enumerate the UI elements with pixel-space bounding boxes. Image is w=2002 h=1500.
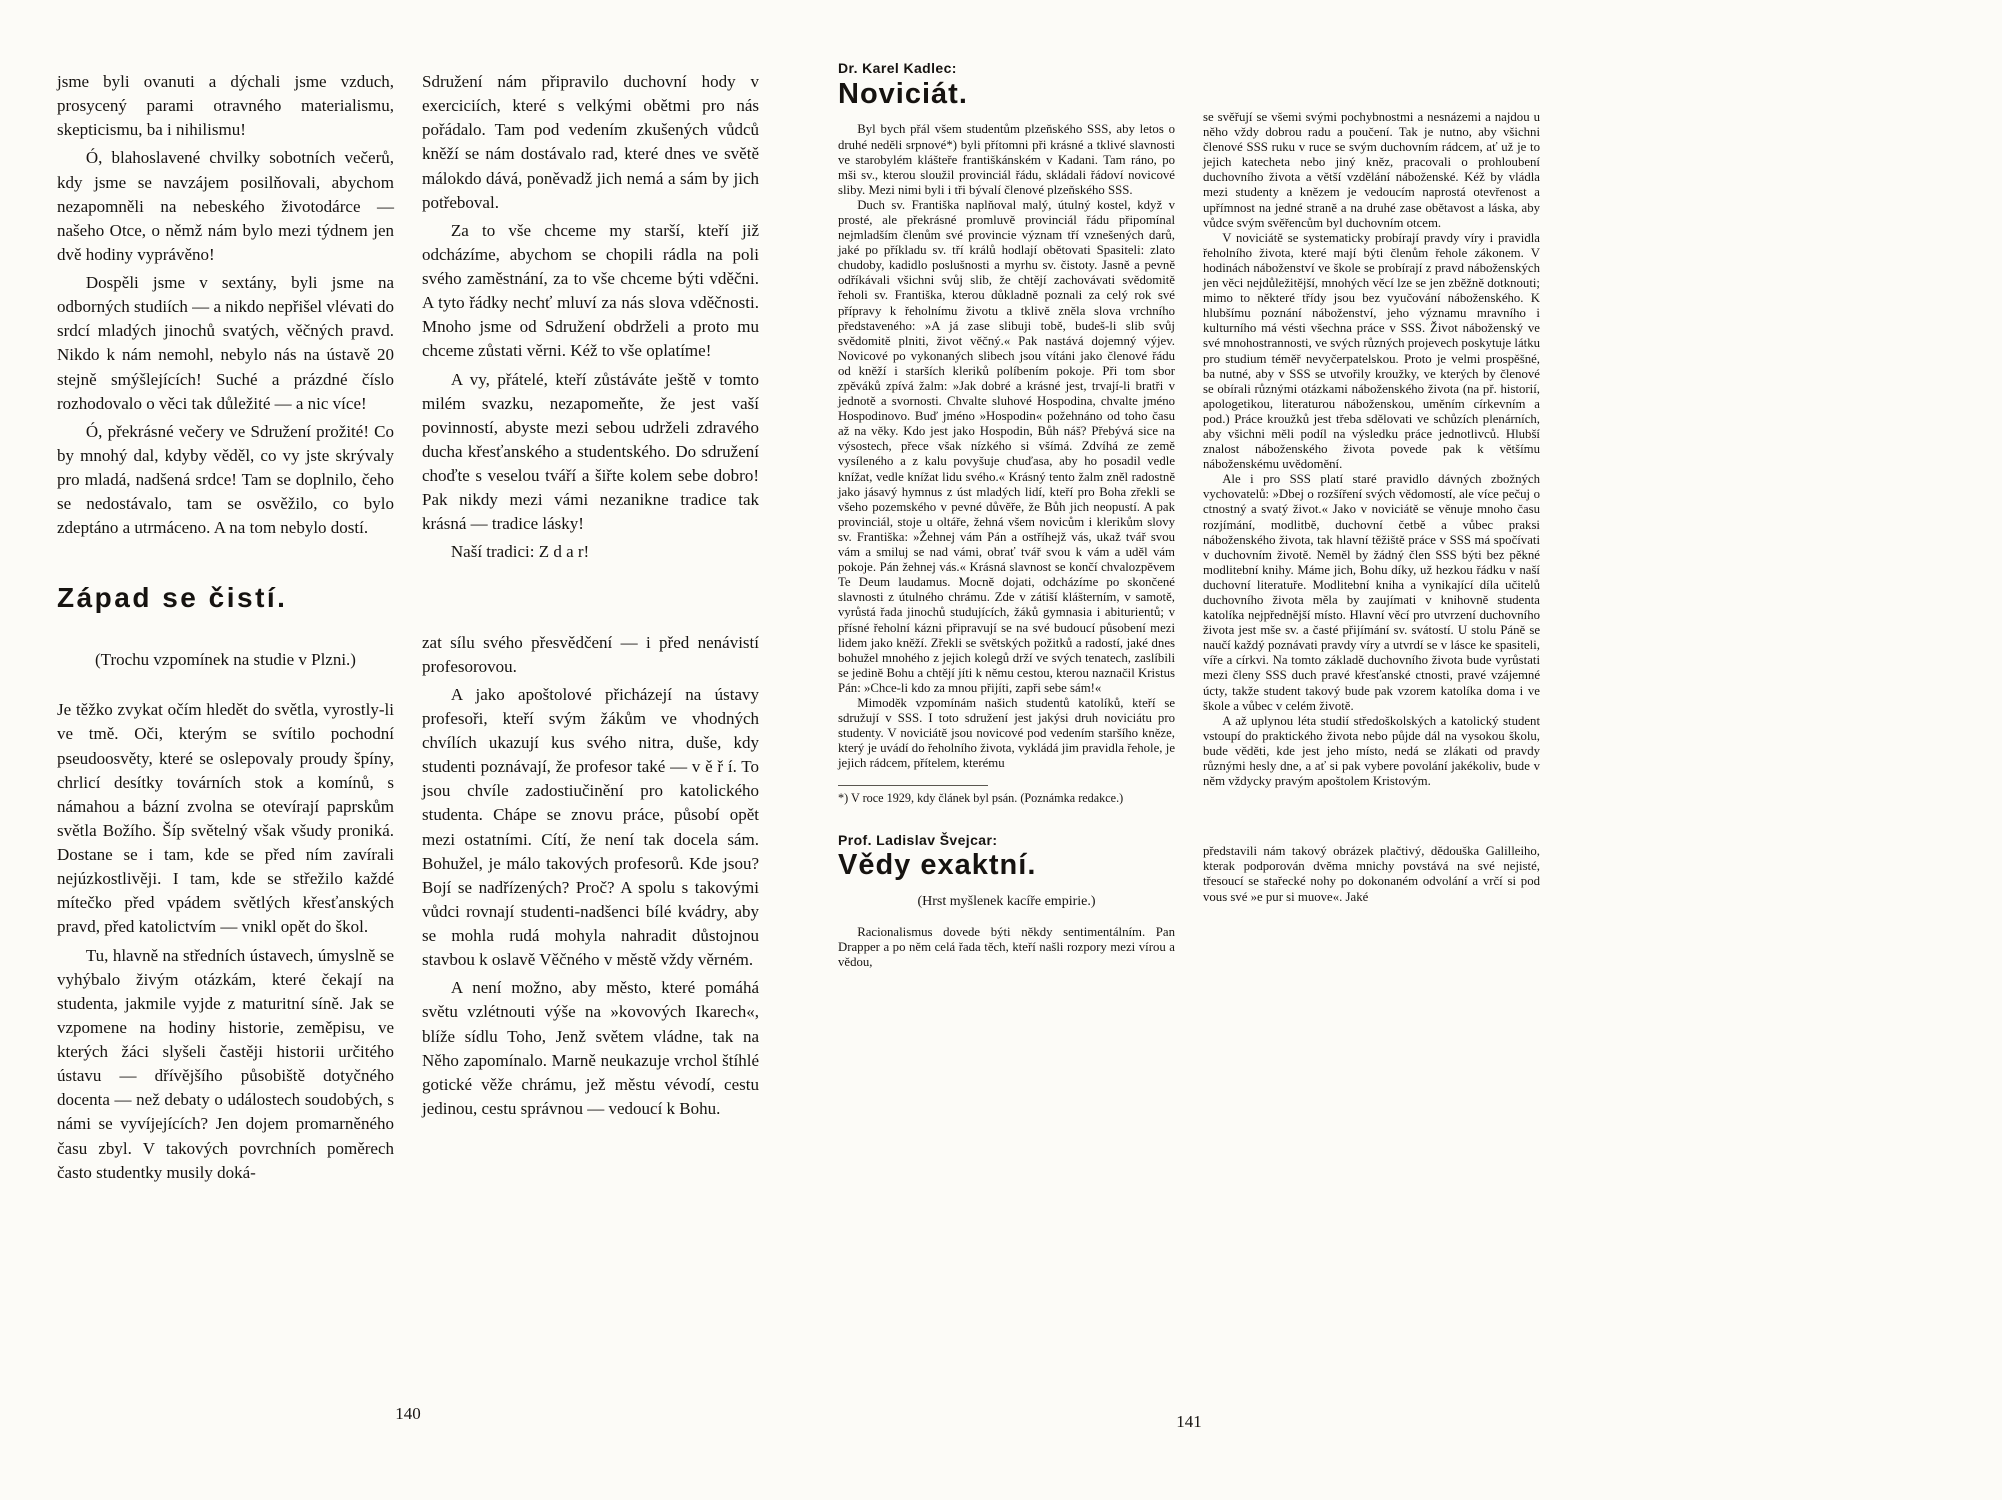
body-paragraph: Tu, hlavně na středních ústavech, úmyslně se vyhýbalo živým otázkám, které čekají na studenta, jakmile vyjde z maturitní síně. Jak se vzpomene na hodiny historie, zeměpisu, ve kterých žáci slyšeli častěji historii určitého ústavu — dřívějšího působiště dotyčného docenta — než debaty o událostech soudobých, s námi se vyvíjejících? Jen dojem promarněného času zbyl. V takových povrchních poměrech často studentky musily doká- xyxy=(57,945,394,1182)
body-paragraph: se svěřují se všemi svými pochybnostmi a nesnázemi a najdou u něho vždy dobrou radu a poučení. Tak je nutno, aby všichni členové SSS ruku v ruce se svým duchovním rádcem, ať už je to jejich katecheta nebo jiný kněz, pracovali o prohloubení duchovního života a větší vzdělání náboženské. Kéž by vládla mezi studenty a knězem je vedoucím naprostá otevřenost a upřímnost na jedné straně a na druhé zase obětavost a láska, aby vůdce svým svěřencům byl duchovním otcem. xyxy=(1203,110,1540,230)
closing-line: Naší tradici: Z d a r! xyxy=(450,542,590,562)
body-paragraph: Byl bych přál všem studentům plzeňského SSS, aby letos o druhé neděli srpnové*) byli přítomni při krásné a tklivé slavnosti ve starobylém klášteře františkánském v Kadani. Tam ráno, po mši sv., kterou sloužil provinciál řádu, skládali řádoví novicové sliby. Mezi nimi byli i tři bývalí členové plzeňského SSS. xyxy=(838,122,1175,197)
right-column-1 xyxy=(838,60,1175,970)
footnote-rule xyxy=(838,785,988,786)
body-paragraph: zat sílu svého přesvědčení — i před nenávistí profesorovou. xyxy=(422,632,759,676)
left-column-1 xyxy=(57,70,394,1189)
right-column-2 xyxy=(1203,60,1540,970)
body-paragraph: Mimoděk vzpomínám našich studentů katolíků, kteří se sdružují v SSS. I toto sdružení jest jakýsi druh noviciátu pro studenty. V noviciátě jsou novicové pod vedením staršího kněze, který je uvádí do řeholního života, vykládá jim pravidla řehole, je jejich rádcem, přítelem, kterému xyxy=(838,695,1175,771)
body-paragraph: V noviciátě se systematicky probírají pravdy víry i pravidla řeholního života, které mají býti členům řehole zákonem. V hodinách náboženství ve škole se probírají z pravd náboženských jen věci nejdůležitější, mnohých věcí lze se jen zběžně dotknouti; mimo to některé třídy jsou bez vyučování náboženského. K hlubšímu poznání náboženství, jeho významu mravního i kulturního má vésti všechna práce v SSS. Život náboženský ve své mnohostrannosti, ve svých různých projevech poskytuje látku pro studium téměř nevyčerpatelskou. Proto je velmi prospěšné, ba nutné, aby v SSS se utvořily kroužky, ve kterých by členové se obírali různými otázkami náboženského života (na př. historií, apologetikou, literaturou náboženskou, uměním církevním a pod.) Práce kroužků jest třeba sdělovati ve schůzích plenárních, aby všichni měli podíl na výsledku práce jednotlivců. Hlubší znalost náboženského života povede pak k většímu náboženskému uvědomění. xyxy=(1203,230,1540,472)
body-paragraph: A jako apoštolové přicházejí na ústavy profesoři, kteří svým žákům ve vhodných chvílích ukazují kus svého nitra, duše, kdy studenti poznávají, že profesor také — v ě ř í. To jsou chvíle zadostiučinění pro katolického studenta. Chápe se znovu práce, působí opět mezi ostatními. Cítí, že není tak docela sám. Bohužel, je málo takových profesorů. Kde jsou? Bojí se nadřízených? Proč? A spolu s takovými vůdci rovnají studenti-nadšenci bílé kvádry, aby se mohla rudá mohyla nahradit důstojnou stavbou k oslavě Věčného v městě vždy věrném. xyxy=(422,684,759,970)
body-paragraph: Je těžko zvykat očím hledět do světla, vyrostly-li ve tmě. Oči, kterým se svítilo pochodní pseudoosvěty, které se oslepovaly proudy špíny, chrlicí desítky továrních stok a komínů, s námahou a bázní zvolna se otevírají paprskům světla Božího. Šíp světelný však všudy proniká. Dostane se i tam, kde se před ním zavírali nejúzkostlivěji. I tam, kde se střežilo každé mítečko před vpádem světlých křesťanských pravd, před katolictvím — vnikl opět do škol. xyxy=(57,700,394,937)
article-title: Noviciát. xyxy=(838,77,968,110)
body-paragraph: Duch sv. Františka naplňoval malý, útulný kostel, když v prosté, ale překrásné promluvě provinciál řádu připomínal nejmladším členům své provincie význam tří vznešených darů, jaké po příkladu sv. tří králů hodlají obětovati Spasiteli: zlato chudoby, kadidlo poslušnosti a myrhu sv. čistoty. Jasně a pevně odříkávali všichni svůj slib, že chtějí zachovávati svědomitě řeholi sv. Františka, kterou důkladně poznali za celý rok své přípravy k řeholnímu životu a tklivě zněla slova vrchního představeného: »A já zase slibuji tobě, budeš-li slib svůj svědomitě plniti, život věčný.« Pak nastává dojemný výjev. Novicové po vykonaných slibech jsou vítáni jako členové řádu od kněží i starších kleriků políbením pokoje. Při tom sbor zpěváků zpívá žalm: »Jak dobré a krásné jest, trvají-li bratři v jednotě a svornosti. Chvalte sluhové Hospodina, chvalte jméno Hospodinovo. Buď jméno »Hospodin« požehnáno od toho času až na věky. Kdo jest jako Hospodin, Bůh náš? Přebývá sice na výsostech, přece však nízkého si všímá. Zdvíhá ze země vysíleného a z kalu povyšuje chuďasa, aby ho posadil vedle knížat, vedle knížat lidu svého.« Krásný tento žalm zněl radostně jako jásavý hymnus z úst mladých lidí, kteří pro Boha zřekli se všeho pozemského v pevné důvěře, že Bůh jich neopustí. A pak provinciál, stoje u oltáře, žehná všem novicům i klerikům slovy sv. Františka: »Žehnej vám Pán a ostříhejž vás, ukaž tvář svou vám a smiluj se nad vámi, obrať tvář svou k vám a uděl vám pokoje. Pán žehnej vás.« Krásná slavnost se končí chvalozpěvem Te Deum laudamus. Mocně dojati, odcházíme po skončené slavnosti z útulného chrámu. Zde v zátiší klášterním, v samotě, vyrůstá řada jinochů studujících, žáků gymnasia i abiturientů; v přísné řeholní kázni připravují se na své budoucí působení mezi lidem jako kněží. Zřekli se světských požitků a radostí, jaké dnes bohužel mnohého z jejich kolegů drží ve svých tenatech, zaslíbili se jedině Bohu a chtějí jíti k němu cestou, kterou naznačil Kristus Pán: »Chce-li kdo za mnou přijíti, zapři sebe sám!« xyxy=(838,197,1175,695)
body-paragraph: Ó, blahoslavené chvilky sobotních večerů, kdy jsme se navzájem posilňovali, abychom nezapomněli na nebeského životodárce — našeho Otce, o němž nám bylo mezi týdnem jen dvě hodiny vyprávěno! xyxy=(57,148,394,264)
body-paragraph: jsme byli ovanuti a dýchali jsme vzduch, prosycený parami otravného materialismu, skepticismu, ba i nihilismu! xyxy=(57,72,394,140)
article-author: Dr. Karel Kadlec: xyxy=(838,60,957,76)
section-title: Západ se čistí. xyxy=(57,582,288,614)
page-number-right: 141 xyxy=(1176,1412,1202,1431)
article-author: Prof. Ladislav Švejcar: xyxy=(838,831,998,848)
page-number-left: 140 xyxy=(395,1404,421,1423)
body-paragraph: Dospěli jsme v sextány, byli jsme na odborných studiích — a nikdo nepřišel vlévati do srdcí mladých jinochů svatých, věčných pravd. Nikdo k nám nemohl, nebylo nás na ústavě 20 stejně smýšlejících! Suché a prázdné číslo rozhodovalo o věci tak důležité — a nic více! xyxy=(57,273,394,413)
article-gap xyxy=(422,569,759,631)
section-subtitle: (Trochu vzpomínek na studie v Plzni.) xyxy=(95,650,356,670)
body-paragraph: A vy, přátelé, kteří zůstáváte ještě v tomto milém svazku, nezapomeňte, že jest vaší povinností, abyste mezi sebou udrželi zdravého ducha křesťanského a studentského. Do sdružení choďte s veselou tváří a šiřte kolem sebe dobro! Pak nikdy mezi vámi nezanikne tradice tak krásná — tradice lásky! xyxy=(422,369,759,534)
page-right xyxy=(838,60,1540,970)
body-paragraph: Racionalismus dovede býti někdy sentimentálním. Pan Drapper a po něm celá řada těch, kteří našli rozpory mezi vírou a vědou, xyxy=(838,924,1175,969)
left-page-columns xyxy=(57,70,759,1189)
second-article xyxy=(838,832,1175,970)
left-column-2 xyxy=(422,70,759,1189)
body-paragraph: Sdružení nám připravilo duchovní hody v exerciciích, které s velkými obětmi pro nás pořádalo. Tam pod vedením zkušených vůdců kněží se nám dostávalo rad, které dnes ve světě málokdo dává, poněvadž jich nemá a sám by jich potřeboval. xyxy=(422,72,759,212)
body-paragraph: Ó, překrásné večery ve Sdružení prožité! Co by mnohý dal, kdyby věděl, co vy jste skrývaly pro mladá, nadšená srdce! Tam se doplnilo, čeho se nedostávalo, tam se osvěžilo, co bylo zdeptáno a utrmáceno. A na tom nebylo dostí. xyxy=(57,421,394,538)
body-paragraph: A až uplynou léta studií středoškolských a katolický student vstoupí do praktického života nebo půjde dál na vysokou školu, bude věděti, kde jest jeho místo, nedá se zlákati od pravdy různými hesly dne, a ať si pak vybere povolání jakékoliv, bude v něm vždycky pravým apoštolem Kristovým. xyxy=(1203,713,1540,789)
body-paragraph: Za to vše chceme my starší, kteří již odcházíme, abychom se chopili rádla na poli svého zaměstnání, za to vše chceme býti vděčni. A tyto řádky nechť mluví za nás slova vděčnosti. Mnoho jsme od Sdružení obdrželi a proto mu chceme zůstati věrni. Kéž to vše oplatíme! xyxy=(422,220,759,361)
body-paragraph: představili nám takový obrázek plačtivý, dědouška Galilleiho, kterak podporován dvěma mnichy povstává na své nejisté, třesoucí se stařecké nohy po dokonaném odvolání a vrčí si pod vous své »e pur si muove«. Jaké xyxy=(1203,844,1540,904)
page-left xyxy=(57,70,759,1189)
article-gap xyxy=(1203,789,1540,844)
footnote: *) V roce 1929, kdy článek byl psán. (Poznámka redakce.) xyxy=(838,791,1124,806)
article-title: Vědy exaktní. xyxy=(838,849,1037,882)
right-page-columns xyxy=(838,60,1540,970)
body-paragraph: Ale i pro SSS platí staré pravidlo dávných zbožných vychovatelů: »Dbej o rozšíření svých vědomostí, ale více pečuj o ctnostný a svatý život.« Jako v noviciátě se věnuje mnoho času rozjímání, modlitbě, duchovní četbě a vůbec praksi náboženského života, tak hlavní těžiště práce v SSS má spočívati v duchovním životě. Neměl by žádný člen SSS býti bez pěkné modlitební knihy. Máme jich, Bohu díky, už hezkou řádku v naší duchovní literatuře. Modlitební kniha a vynikající díla učitelů duchovního života měla by zaujímati v knihovně studenta katolíka nejpřednější místo. Hlavní věcí pro utvrzení duchovního života jest mše sv. a časté přijímání sv. svátostí. U stolu Páně se naučí každý poznávati pravdy víry a utvrdí se v lásce ke spasiteli, víře a církvi. Na tomto základě duchovního života bude vyrůstati mezi členy SSS duch pravé křesťanské ctnosti, pravé vzájemné úcty, takže student takový bude pak vzorem katolíka doma i ve škole a vůbec v celém životě. xyxy=(1203,472,1540,713)
article-subtitle: (Hrst myšlenek kacíře empirie.) xyxy=(917,894,1096,910)
body-paragraph: A není možno, aby město, které pomáhá světu vzlétnouti výše na »kovových Ikarech«, blíže sídlu Toho, Jenž světem vládne, tak na Něho zapomínalo. Marně neukazuje vrchol štíhlé gotické věže chrámu, jež městu vévodí, cestu jedinou, cestu správnou — vedoucí k Bohu. xyxy=(422,978,759,1118)
